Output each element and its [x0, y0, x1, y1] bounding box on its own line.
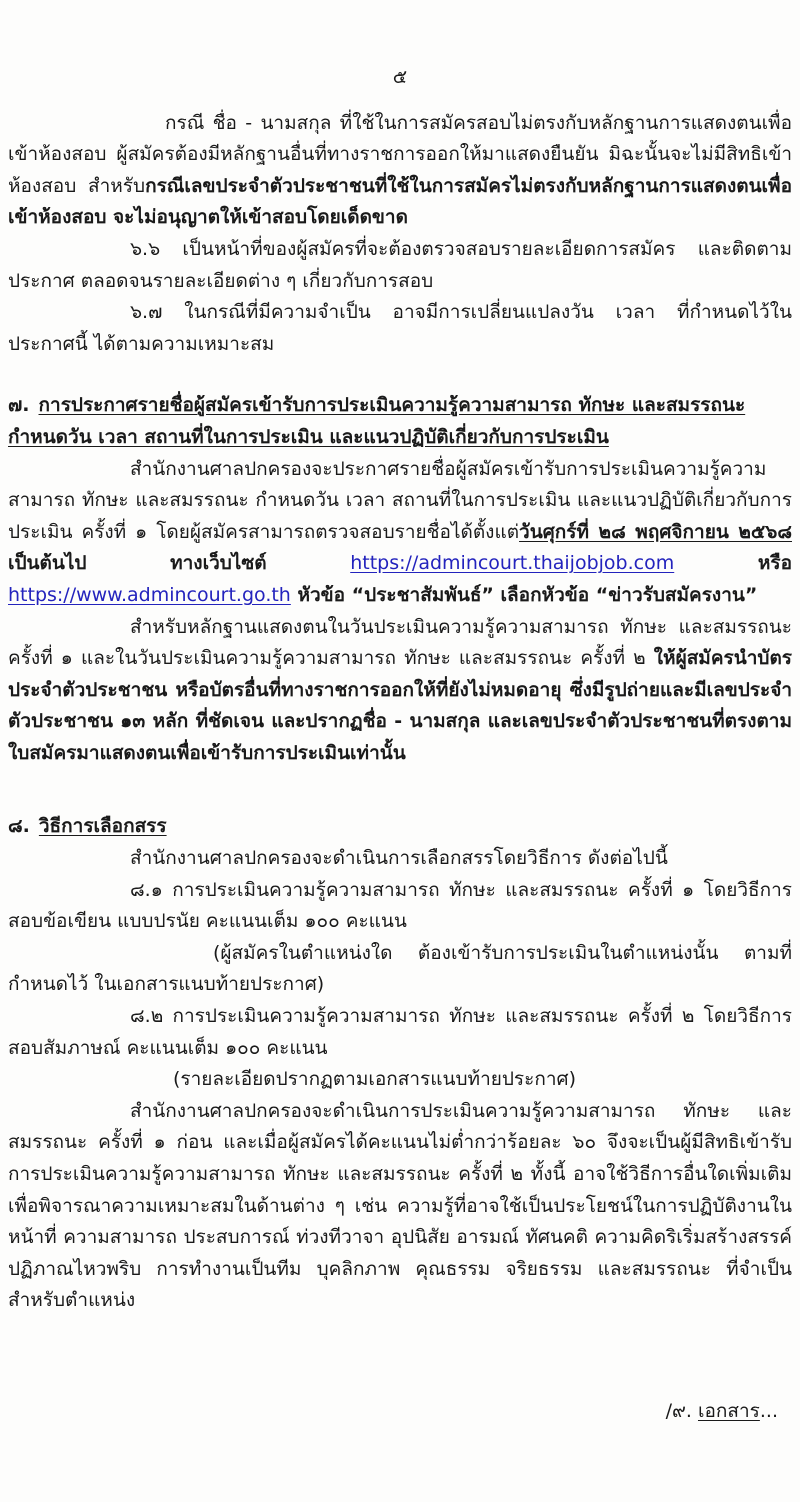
- paragraph-assessment-process: [8, 1096, 792, 1317]
- paragraph-item-8-1: [8, 875, 792, 938]
- text-run: สำหรับหลักฐานแสดงตนในวันประเมินความรู้ความสามารถ ทักษะ และสมรรถนะ ครั้งที่ ๑ และในวันประเมินความรู้ความสามารถ ทักษะ และสมรรถนะ ครั้งที่ ๒: [8, 615, 792, 670]
- text-run: สำนักงานศาลปกครองจะประกาศรายชื่อผู้สมัครเข้ารับการประเมินความรู้ความสามารถ ทักษะ และสมรรถนะ กำหนดวัน เวลา สถานที่ในการประเมิน และแนวปฏิบัติเกี่ยวกับการประเมิน ครั้งที่ ๑ โดยผู้สมัครสามารถตรวจสอบรายชื่อได้ตั้งแต่: [8, 457, 792, 543]
- text-run: กรณีเลขประจำตัวประชาชนที่ใช้ในการสมัครไม่ตรงกับหลักฐานการแสดงตนเพื่อเข้าห้องสอบ จะไม่อนุญาตให้เข้าสอบโดยเด็ดขาด: [8, 174, 792, 229]
- text-run: (รายละเอียดปรากฏตามเอกสารแนบท้ายประกาศ): [173, 1068, 576, 1091]
- text-run: ...: [759, 1400, 778, 1422]
- text-run: ๖.๖ เป็นหน้าที่ของผู้สมัครที่จะต้องตรวจสอบรายละเอียดการสมัคร และติดตามประกาศ ตลอดจนรายละเอียดต่าง ๆ เกี่ยวกับการสอบ: [8, 237, 792, 292]
- paragraph-item-6-7: [8, 297, 792, 360]
- link-thaijobjob[interactable]: https://admincourt.thaijobjob.com: [350, 552, 675, 575]
- text-run: ๘.๑ การประเมินความรู้ความสามารถ ทักษะ และสมรรถนะ ครั้งที่ ๑ โดยวิธีการสอบข้อเขียน แบบปรนัย คะแนนเต็ม ๑๐๐ คะแนน: [8, 878, 792, 933]
- text-run: (ผู้สมัครในตำแหน่งใด ต้องเข้ารับการประเมินในตำแหน่งนั้น ตามที่กำหนดไว้ ในเอกสารแนบท้ายประกาศ): [8, 941, 792, 996]
- text-run: เป็นต้นไป ทางเว็บไซต์: [8, 552, 351, 575]
- text-run: ๘.: [8, 815, 30, 838]
- paragraph-name-mismatch-rule: [8, 108, 792, 234]
- text-run: สำนักงานศาลปกครองจะดำเนินการประเมินความรู้ความสามารถ ทักษะ และสมรรถนะ ครั้งที่ ๑ ก่อน และเมื่อผู้สมัครได้คะแนนไม่ต่ำกว่าร้อยละ ๖๐ จึงจะเป็นผู้มีสิทธิเข้ารับการประเมินความรู้ความสามารถ ทักษะ และสมรรถนะ ครั้งที่ ๒ ทั้งนี้ อาจใช้วิธีการอื่นใดเพิ่มเติมเพื่อพิจารณาความเหมาะสมในด้านต่าง ๆ เช่น ความรู้ที่อาจใช้เป็นประโยชน์ในการปฏิบัติงานในหน้าที่ ความสามารถ ประสบการณ์ ท่วงทีวาจา อุปนิสัย อารมณ์ ทัศนคติ ความคิดริเริ่มสร้างสรรค์ ปฏิภาณไหวพริบ การทำงานเป็นทีม บุคลิกภาพ คุณธรรม จริยธรรม และสมรรถนะ ที่จำเป็นสำหรับตำแหน่ง: [8, 1099, 792, 1312]
- text-run: ๗.: [8, 394, 30, 417]
- paragraph-item-8-2-note: [8, 1064, 792, 1096]
- paragraph-id-card-requirement: [8, 612, 792, 770]
- link-admincourt[interactable]: https://www.admincourt.go.th: [8, 583, 291, 606]
- text-run: /๙.: [665, 1400, 698, 1422]
- paragraph-item-8-2: [8, 1001, 792, 1064]
- text-run: กรณี ชื่อ - นามสกุล ที่ใช้ในการสมัครสอบไม่ตรงกับหลักฐานการแสดงตนเพื่อเข้าห้องสอบ ผู้สมัครต้องมีหลักฐานอื่นที่ทางราชการออกให้มาแสดงยืนยัน มิฉะนั้นจะไม่มีสิทธิเข้าห้องสอบ สำหรับ: [8, 111, 792, 197]
- paragraph-announcement-date: [8, 454, 792, 612]
- page-continuation-note: [666, 1396, 778, 1428]
- section-7-heading: [8, 390, 792, 453]
- text-run: ให้ผู้สมัครนำบัตรประจำตัวประชาชน หรือบัตรอื่นที่ทางราชการออกให้ที่ยังไม่หมดอายุ ซึ่งมีรูปถ่ายและมีเลขประจำตัวประชาชน ๑๓ หลัก ที่ชัดเจน และปรากฏชื่อ - นามสกุล และเลขประจำตัวประชาชนที่ตรงตามใบสมัครมาแสดงตนเพื่อเข้ารับการประเมินเท่านั้น: [8, 647, 792, 764]
- text-run: ๘.๒ การประเมินความรู้ความสามารถ ทักษะ และสมรรถนะ ครั้งที่ ๒ โดยวิธีการสอบสัมภาษณ์ คะแนนเต็ม ๑๐๐ คะแนน: [8, 1005, 792, 1059]
- text-run: หรือ: [674, 552, 792, 575]
- page-number: ๕: [392, 66, 408, 88]
- text-run: วิธีการเลือกสรร: [38, 815, 167, 838]
- text-run: หัวข้อ “ประชาสัมพันธ์” เลือกหัวข้อ “ข่าวรับสมัครงาน”: [290, 583, 758, 606]
- text-run: สำนักงานศาลปกครองจะดำเนินการเลือกสรรโดยวิธีการ ดังต่อไปนี้: [130, 847, 668, 870]
- text-run: วันศุกร์ที่ ๒๘ พฤศจิกายน ๒๕๖๘: [519, 520, 792, 543]
- paragraph-item-8-1-note: [8, 938, 792, 1001]
- paragraph-item-6-6: [8, 234, 792, 297]
- text-run: ๖.๗ ในกรณีที่มีความจำเป็น อาจมีการเปลี่ยนแปลงวัน เวลา ที่กำหนดไว้ในประกาศนี้ ได้ตามความเหมาะสม: [8, 301, 792, 355]
- text-run: การประกาศรายชื่อผู้สมัครเข้ารับการประเมินความรู้ความสามารถ ทักษะ และสมรรถนะ กำหนดวัน เวลา สถานที่ในการประเมิน และแนวปฏิบัติเกี่ยวกับการประเมิน: [8, 394, 746, 448]
- text-run: เอกสาร: [697, 1400, 760, 1422]
- paragraph-selection-intro: [8, 843, 792, 875]
- section-8-heading: [8, 811, 792, 843]
